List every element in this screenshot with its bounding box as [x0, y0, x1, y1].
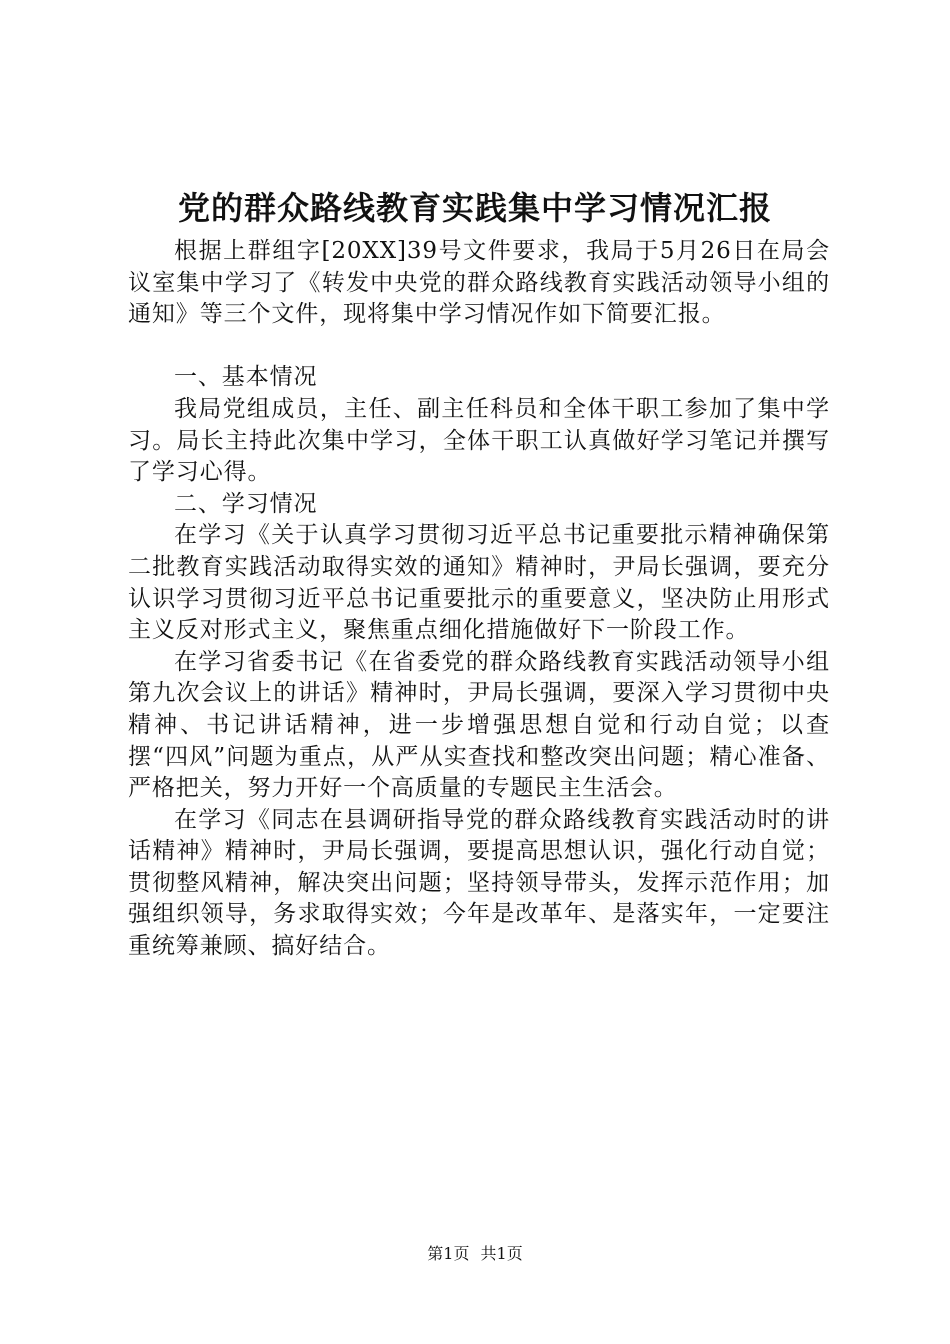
- document-body: [128, 236, 830, 963]
- page-footer: [0, 1243, 950, 1265]
- body-paragraph: 在学习省委书记《在省委党的群众路线教育实践活动领导小组第九次会议上的讲话》精神时，尹局长强调，要深入学习贯彻中央精神、书记讲话精神，进一步增强思想自觉和行动自觉；以查摆“四风”问题为重点，从严从实查找和整改突出问题；精心准备、严格把关，努力开好一个高质量的专题民主生活会。: [128, 648, 830, 802]
- page-total: 共1页: [480, 1244, 523, 1263]
- document-title: 党的群众路线教育实践集中学习情况汇报: [177, 189, 772, 227]
- body-paragraph: 我局党组成员，主任、副主任科员和全体干职工参加了集中学习。局长主持此次集中学习，全体干职工认真做好学习笔记并撰写了学习心得。: [128, 395, 830, 486]
- body-paragraph: 在学习《关于认真学习贯彻习近平总书记重要批示精神确保第二批教育实践活动取得实效的通知》精神时，尹局长强调，要充分认识学习贯彻习近平总书记重要批示的重要意义，坚决防止用形式主义反对形式主义，聚焦重点细化措施做好下一阶段工作。: [128, 522, 830, 644]
- section-heading-study: 二、学习情况: [174, 490, 318, 517]
- body-paragraph: 在学习《同志在县调研指导党的群众路线教育实践活动时的讲话精神》精神时，尹局长强调，要提高思想认识，强化行动自觉；贯彻整风精神，解决突出问题；坚持领导带头，发挥示范作用；加强组织领导，务求取得实效；今年是改革年、是落实年，一定要注重统筹兼顾、搞好结合。: [128, 806, 830, 960]
- page-number: 第1页: [427, 1244, 470, 1263]
- section-heading-basic: 一、基本情况: [174, 364, 318, 391]
- intro-paragraph: 根据上群组字[20XX]39号文件要求，我局于5月26日在局会议室集中学习了《转发中央党的群众路线教育实践活动领导小组的通知》等三个文件，现将集中学习情况作如下简要汇报。: [128, 238, 830, 328]
